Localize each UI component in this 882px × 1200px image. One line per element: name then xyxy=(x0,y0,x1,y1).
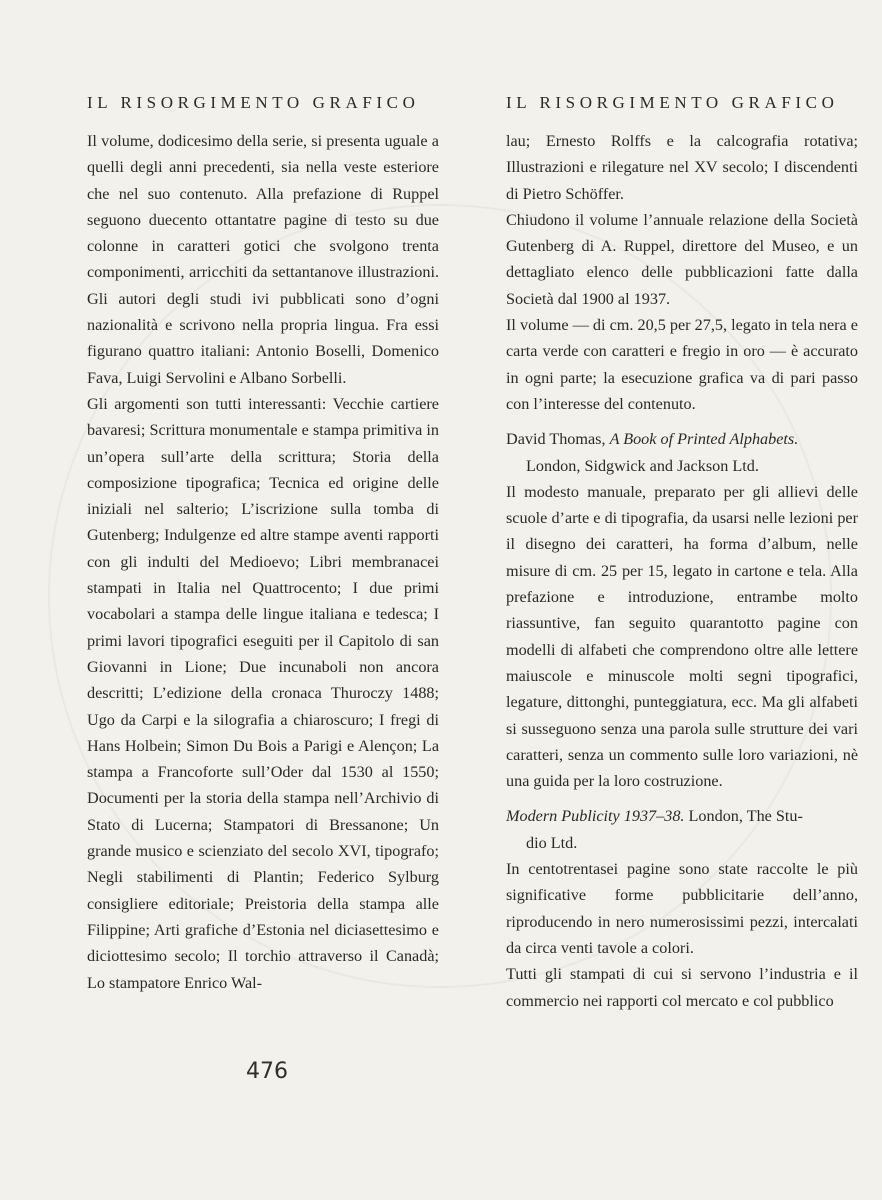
review-publisher-cont: dio Ltd. xyxy=(526,833,578,852)
paragraph: Il volume, dodicesimo della serie, si presenta uguale a quelli degli anni precedenti, sia nella veste esteriore che nel suo contenuto. Alla prefazione di Ruppel seguono duecento ottantatre pagine di testo su due colonne in caratteri gotici che svolgono trenta componimenti, arricchiti da settantanove illustrazioni. Gli autori degli studi ivi pubblicati sono d’ogni nazionalità e scrivono nella propria lingua. Fra essi figurano quattro italiani: Antonio Boselli, Domenico Fava, Luigi Servolini e Albano Sorbelli. xyxy=(87,132,439,387)
paragraph: Gli argomenti son tutti interessanti: Vecchie cartiere bavaresi; Scrittura monumentale e stampa primitiva in un’opera sull’arte della scrittura; Storia della composizione tipografica; Tecnica ed origine delle iniziali nel salterio; L’iscrizione sulla tomba di Gutenberg; Indulgenze ed altre stampe aventi rapporti con gli indulti del Medioevo; Libri membranacei stampati in Italia nel Quattrocento; I due primi vocabolari a stampa delle lingue italiana e tedesca; I primi lavori tipografici eseguiti per il Capitolo di san Giovanni in Lione; Due incunaboli non ancora descritti; L’edizione della cronaca Thuroczy 1488; Ugo da Carpi e la silografia a chiaroscuro; I fregi di Hans Holbein; Simon Du Bois a Parigi e Alençon; La stampa a Francoforte sull’Oder dal 1530 al 1550; Documenti per la storia della stampa nell’Archivio di Stato di Lucerna; Stampatori di Bressanone; Un grande musico e scienziato del secolo XVI, tipografo; Negli stabilimenti di Plantin; Federico Sylburg consigliere editoriale; Preistoria della stampa alle Filippine; Arti grafiche d’Estonia nel diciasettesimo e diciottesimo secolo; Il torchio attraverso il Canadà; Lo stampatore Enrico Wal- xyxy=(87,394,439,992)
paragraph: Chiudono il volume l’annuale relazione della Società Gutenberg di A. Ruppel, direttore del Museo, e un dettagliato elenco delle pubblicazioni fatte dalla Società dal 1900 al 1937. xyxy=(506,210,858,308)
review-publisher: London, The Stu- xyxy=(684,807,803,826)
paragraph: Tutti gli stampati di cui si servono l’industria e il commercio nei rapporti col mercato e col pubblico xyxy=(506,965,858,1010)
section-gap xyxy=(506,417,858,426)
paragraph: lau; Ernesto Rolffs e la calcografia rotativa; Illustrazioni e rilegature nel XV secolo; I discendenti di Pietro Schöffer. xyxy=(506,132,858,203)
left-column xyxy=(87,94,439,996)
review-heading xyxy=(506,426,858,479)
page-number: 476 xyxy=(246,1059,288,1084)
paragraph: In centotrentasei pagine sono state raccolte le più significative forme pubblicitarie dell’anno, riproducendo in nero numerosissimi pezzi, intercalati da circa venti tavole a colori. xyxy=(506,860,858,957)
section-gap xyxy=(506,794,858,803)
right-column xyxy=(506,94,858,1014)
review-author: David Thomas, xyxy=(506,430,610,449)
paragraph: Il volume — di cm. 20,5 per 27,5, legato in tela nera e carta verde con caratteri e fregio in oro — è accurato in ogni parte; la esecuzione grafica va di pari passo con l’interesse del contenuto. xyxy=(506,316,858,413)
paragraph: Il modesto manuale, preparato per gli allievi delle scuole d’arte e di tipografia, da usarsi nelle lezioni per il disegno dei caratteri, ha forma d’album, nelle misure di cm. 25 per 15, legato in cartone e tela. Alla prefazione e introduzione, entrambe molto riassuntive, fan seguito quarantotto pagine con modelli di alfabeti che comprendono oltre alle lettere maiuscole e minuscole molti segni tipografici, legature, dittonghi, punteggiatura, ecc. Ma gli alfabeti si susseguono senza una parola sulle strutture dei vari caratteri, senza un commento sulle loro variazioni, nè una guida per la loro costruzione. xyxy=(506,482,858,791)
review-title: A Book of Printed Alphabets. xyxy=(609,430,799,449)
running-head-left: IL RISORGIMENTO GRAFICO xyxy=(87,93,420,112)
review-heading xyxy=(506,803,858,856)
review-publisher: London, Sidgwick and Jackson Ltd. xyxy=(526,456,759,475)
review-title: Modern Publicity 1937–38. xyxy=(506,807,685,826)
running-head-right: IL RISORGIMENTO GRAFICO xyxy=(506,93,839,112)
